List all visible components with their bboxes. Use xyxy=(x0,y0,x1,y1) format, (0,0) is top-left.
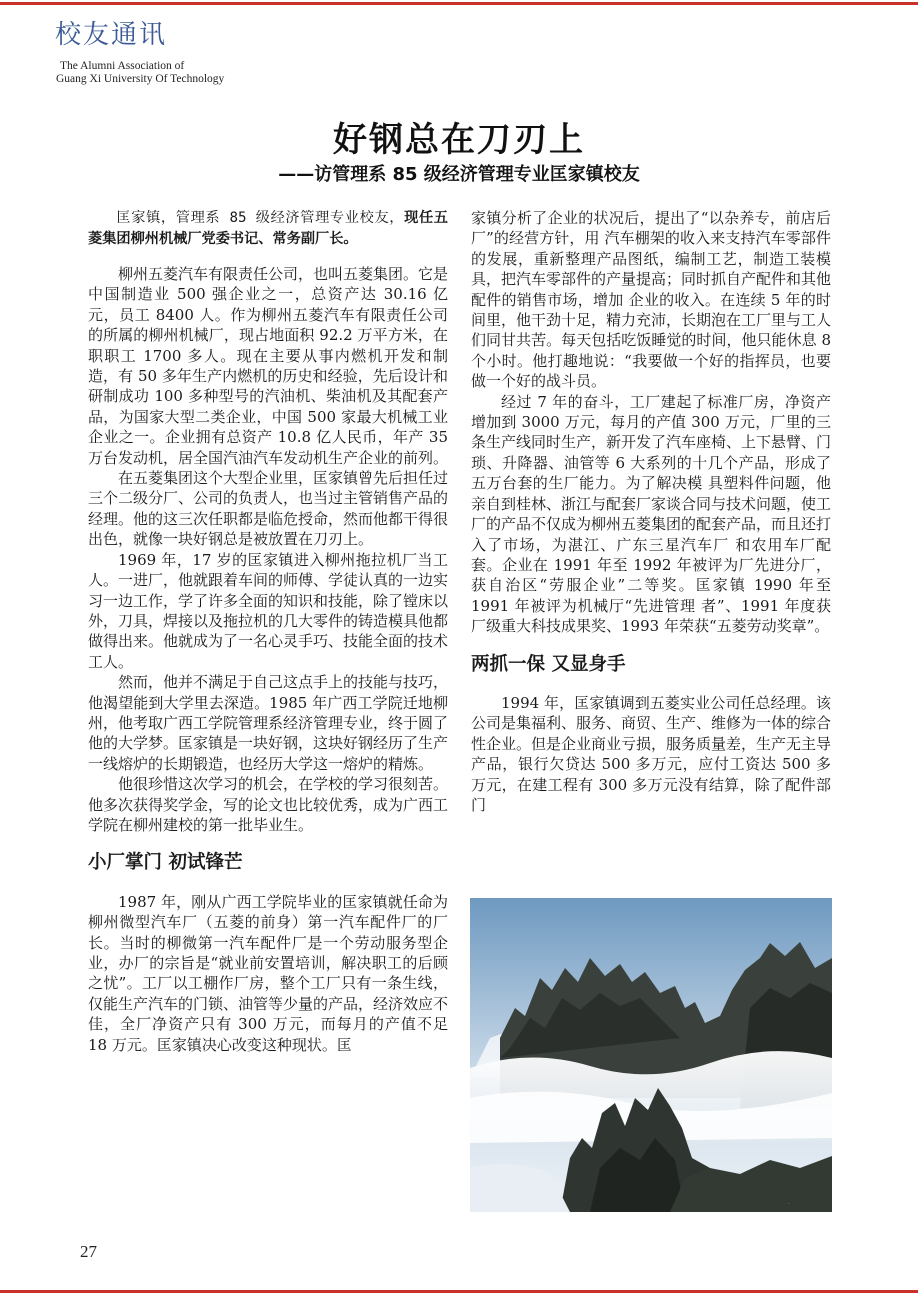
body-paragraph: 经过 7 年的奋斗，工厂建起了标准厂房，净资产增加到 3000 万元，每月的产值 300 万元，厂里的三条生产线同时生产，新开发了汽车座椅、上下悬臂、门琐、升降器、油管等 6 大系列的十几个产品，形成了五万台套的生厂能力。为了解决模 具塑料件问题，他亲自到桂林、浙江与配套厂家谈合同与技术问题，使工厂的产品不仅成为柳州五菱集团的配套产品，而且还打入了市场，为湛江、广东三星汽车厂 和农用车厂配套。企业在 1991 年至 1992 年被评为厂先进分厂，获自治区“劳服企业”二等奖。匡家镇 1990 年至 1991 年被评为机械厅“先进管理 者”、1991 年度获厂级重大科技成果奖、1993 年荣获“五菱劳动奖章”。 xyxy=(471,392,832,636)
body-paragraph: 1994 年，匡家镇调到五菱实业公司任总经理。该公司是集福利、服务、商贸、生产、维修为一体的综合性企业。但是企业商业亏损，服务质量差，生产无主导 产品，银行欠贷达 500 多万元，应付工资达 500 多万元，在建工程有 300 多万元没有结算，除了配件部门 xyxy=(471,693,832,814)
body-paragraph: 然而，他并不满足于自己这点手上的技能与技巧，他渴望能到大学里去深造。1985 年广西工学院迁地柳州，他考取广西工学院管理系经济管理专业，终于圆了他的大学梦。匡家镇是一块好钢，这块好钢经历了生产一线熔炉的长期锻造，也经历大学这一熔炉的精炼。 xyxy=(88,673,449,773)
section-heading: 小厂掌门 初试锋芒 xyxy=(88,852,243,874)
body-paragraph: 在五菱集团这个大型企业里，匡家镇曾先后担任过三个二级分厂、公司的负责人，也当过主管销售产品的经理。他的这三次任职都是临危授命，然而他都干得很出色，就像一块好钢总是被放置在刀刃上。 xyxy=(88,469,449,549)
masthead-english-line2: Guang Xi University Of Technology xyxy=(56,73,225,85)
mountain-photo xyxy=(470,898,832,1212)
page-number: 27 xyxy=(80,1242,97,1261)
body-paragraph: 家镇分析了企业的状况后，提出了“以杂养专，前店后厂”的经营方针，用 汽车棚架的收入来支持汽车零部件的发展，重新整理产品图纸，编制工艺，制造工装模具，把汽车零部件的产量提高；同时抓自产配件和其他配件的销售市场，增加 企业的收入。在连续 5 年的时间里，他干劲十足，精力充沛，长期泡在工厂里与工人们同甘共苦。每天包括吃饭睡觉的时间，他只能休息 8 个小时。他打趣地说：“我要做一个好的指挥员，也要做一个好的战斗员。 xyxy=(471,209,832,391)
body-paragraph: 柳州五菱汽车有限责任公司，也叫五菱集团。它是中国制造业 500 强企业之一，总资产达 30.16 亿元，员工 8400 人。作为柳州五菱汽车有限责任公司的所属的柳州机械厂，现占地面积 92.2 万平方米，在职职工 1700 多人。现在主要从事内燃机开发和制造，有 50 多年生产内燃机的历史和经验，先后设计和 研制成功 100 多种型号的汽油机、柴油机及其配套产品，为国家大型二类企业，中国 500 家最大机械工业企业之一。企业拥有总资产 10.8 亿人民币，年产 35 万台发动机，居全国汽油汽车发动机生产企业的前列。 xyxy=(88,265,449,467)
article-title: 好钢总在刀刃上 xyxy=(333,120,585,160)
body-paragraph: 1987 年，刚从广西工学院毕业的匡家镇就任命为柳州微型汽车厂（五菱的前身）第一汽车配件厂的厂长。当时的柳微第一汽车配件厂是一个劳动服务型企业，办厂的宗旨是“就业前安置培训，解决职工的后顾之忧”。工厂以工棚作厂房，整个工厂只有一条生线，仅能生产汽车的门锁、油管等少量的产品，经济效应不佳，全厂净资产只有 300 万元，而每月的产值不足 18 万元。匡家镇决心改变这种现状。匡 xyxy=(88,892,449,1054)
top-red-rule xyxy=(0,2,918,5)
section-heading: 两抓一保 又显身手 xyxy=(471,653,626,675)
intro-bold: 现任五菱集团柳州机械厂党委书记、常务副厂长。 xyxy=(88,210,448,247)
left-column xyxy=(88,208,448,1055)
article-subtitle: ——访管理系 85 级经济管理专业匡家镇校友 xyxy=(278,164,640,185)
masthead-english-line1: The Alumni Association of xyxy=(60,60,185,72)
svg-text:.: . xyxy=(788,1200,790,1206)
right-column xyxy=(471,208,831,815)
intro-normal: 匡家镇，管理系 85 级经济管理专业校友， xyxy=(116,210,405,226)
body-paragraph: 1969 年，17 岁的匡家镇进入柳州拖拉机厂当工人。一进厂，他就跟着车间的师傅、学徒认真的一边实习一边工作，学了许多全面的知识和技能，除了镗床以外，刀具，焊接以及拖拉机的几大零件的铸造模具他都做得出来。他就成为了一名心灵手巧、技能全面的技术工人。 xyxy=(88,550,449,671)
masthead-english xyxy=(56,60,316,86)
masthead-title: 校友通讯 xyxy=(55,20,168,50)
bottom-red-rule xyxy=(0,1290,918,1293)
body-paragraph: 他很珍惜这次学习的机会，在学校的学习很刻苦。他多次获得奖学金，写的论文也比较优秀，成为广西工学院在柳州建校的第一批毕业生。 xyxy=(88,775,449,834)
mountain-photo-illustration xyxy=(470,898,832,1212)
intro-paragraph xyxy=(88,208,448,250)
